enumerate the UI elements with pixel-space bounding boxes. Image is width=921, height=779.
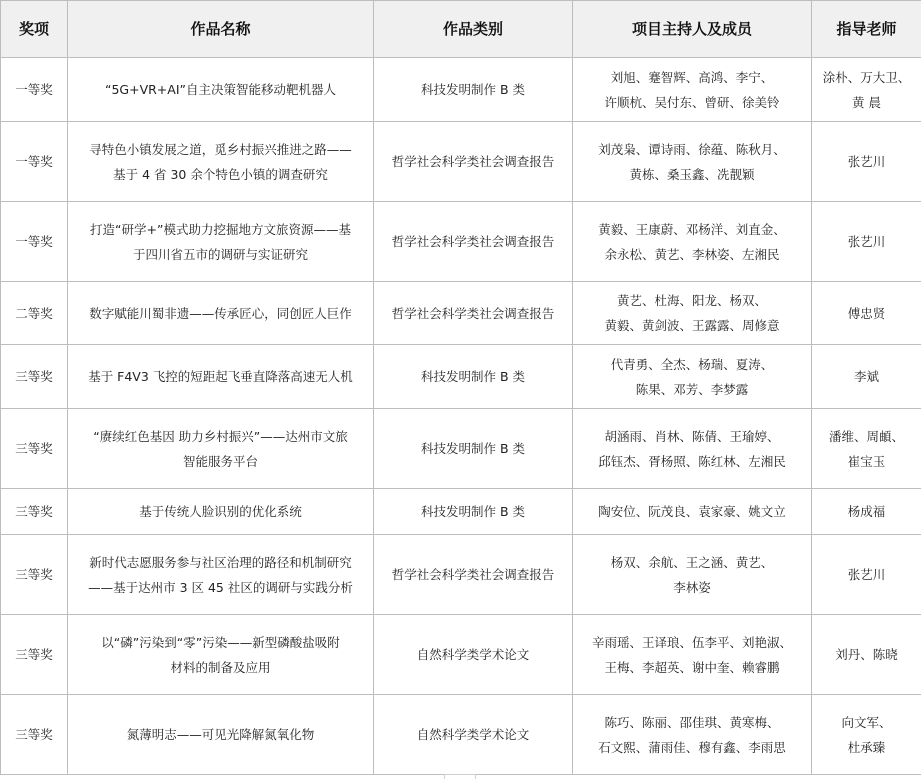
title-line: 于四川省五市的调研与实证研究: [132, 246, 308, 262]
title-cell: [68, 282, 374, 345]
members-cell: [573, 615, 812, 695]
advisor-cell: [812, 409, 921, 489]
advisor-cell: [812, 615, 921, 695]
category-cell: 哲学社会科学类社会调查报告: [374, 202, 573, 282]
title-line: “5G+VR+AI”自主决策智能移动靶机器人: [104, 82, 336, 97]
members-line: 黄艺、杜海、阳龙、杨双、: [616, 293, 767, 308]
advisor-line: 傅忠贤: [847, 305, 886, 321]
members-cell: [573, 202, 812, 282]
award-cell: 三等奖: [1, 615, 68, 695]
members-cell: [573, 282, 812, 345]
members-line: 余永松、黄艺、李林姿、左湘民: [604, 246, 780, 262]
title-cell: [68, 202, 374, 282]
members-cell: [573, 409, 812, 489]
header-members: 项目主持人及成员: [573, 1, 812, 58]
members-line: 刘旭、蹇智辉、高鸿、李宁、: [610, 69, 774, 85]
members-cell: [573, 535, 812, 615]
title-line: 智能服务平台: [182, 453, 258, 469]
category-cell: 科技发明制作 B 类: [374, 489, 573, 535]
advisor-line: 潘维、周頔、: [828, 428, 904, 444]
advisor-line: 杨成福: [847, 504, 886, 519]
members-line: 杨双、余航、王之涵、黄艺、: [610, 554, 774, 570]
advisor-line: 刘丹、陈晓: [835, 647, 898, 662]
members-line: 王梅、李超英、谢中奎、赖睿鹏: [604, 659, 780, 675]
page-marker: [444, 774, 476, 779]
members-line: 许顺杭、吴付东、曾研、徐美铃: [604, 94, 780, 110]
members-cell: [573, 345, 812, 409]
members-line: 李林姿: [673, 579, 711, 595]
advisor-line: 黄 晨: [852, 94, 881, 110]
members-line: 石文熙、蒲雨佳、穆有鑫、李雨思: [598, 739, 786, 755]
advisor-line: 向文军、: [841, 714, 892, 730]
title-line: 基于 4 省 30 余个特色小镇的调查研究: [113, 166, 328, 182]
title-cell: [68, 535, 374, 615]
title-line: 以“磷”污染到“零”污染——新型磷酸盐吸附: [101, 634, 340, 650]
members-cell: [573, 489, 812, 535]
award-cell: 三等奖: [1, 695, 68, 775]
header-advisor: 指导老师: [812, 1, 921, 58]
members-cell: [573, 695, 812, 775]
advisor-cell: [812, 489, 921, 535]
title-line: 打造“研学+”模式助力挖掘地方文旅资源——基: [90, 221, 351, 237]
award-cell: 一等奖: [1, 202, 68, 282]
title-line: 基于传统人脸识别的优化系统: [139, 504, 302, 519]
title-line: ——基于达州市 3 区 45 社区的调研与实践分析: [88, 579, 353, 595]
award-cell: 三等奖: [1, 345, 68, 409]
title-line: 新时代志愿服务参与社区治理的路径和机制研究: [89, 554, 352, 570]
advisor-cell: [812, 282, 921, 345]
title-cell: [68, 58, 374, 122]
header-row: [1, 1, 921, 58]
table-row: [1, 58, 921, 122]
title-cell: [68, 489, 374, 535]
award-cell: 三等奖: [1, 409, 68, 489]
category-cell: 哲学社会科学类社会调查报告: [374, 282, 573, 345]
award-cell: 一等奖: [1, 58, 68, 122]
title-cell: [68, 345, 374, 409]
title-line: “赓续红色基因 助力乡村振兴”——达州市文旅: [93, 428, 348, 444]
header-title: 作品名称: [68, 1, 374, 58]
members-line: 陈巧、陈丽、邵佳琪、黄寒梅、: [604, 714, 780, 730]
award-cell: 三等奖: [1, 535, 68, 615]
table-row: [1, 409, 921, 489]
category-cell: 哲学社会科学类社会调查报告: [374, 535, 573, 615]
title-cell: [68, 615, 374, 695]
members-line: 黄毅、黄剑波、王露露、周修意: [604, 318, 780, 333]
members-line: 邱钰杰、胥杨照、陈红林、左湘民: [598, 453, 786, 469]
advisor-cell: [812, 345, 921, 409]
title-cell: [68, 409, 374, 489]
table-row: [1, 122, 921, 202]
members-cell: [573, 122, 812, 202]
award-cell: 一等奖: [1, 122, 68, 202]
title-line: 寻特色小镇发展之道，觅乡村振兴推进之路——: [89, 141, 352, 157]
members-line: 代青勇、全杰、杨瑞、夏涛、: [610, 356, 774, 372]
title-line: 氮薄明志——可见光降解氮氧化物: [126, 727, 315, 742]
category-cell: 自然科学类学术论文: [374, 695, 573, 775]
members-line: 陶安位、阮茂良、袁家豪、姚文立: [598, 504, 786, 519]
category-cell: 科技发明制作 B 类: [374, 58, 573, 122]
table-row: [1, 202, 921, 282]
members-line: 辛雨瑶、王译琅、伍李平、刘艳淑、: [591, 634, 792, 650]
advisor-cell: [812, 535, 921, 615]
advisor-line: 崔宝玉: [847, 453, 886, 469]
title-line: 材料的制备及应用: [170, 659, 271, 675]
table-row: [1, 489, 921, 535]
category-cell: 哲学社会科学类社会调查报告: [374, 122, 573, 202]
members-line: 陈果、邓芳、李梦露: [635, 381, 749, 397]
category-cell: 科技发明制作 B 类: [374, 345, 573, 409]
members-line: 黄栋、桑玉鑫、冼靓颖: [629, 166, 755, 182]
advisor-line: 李斌: [853, 369, 879, 384]
table-row: [1, 695, 921, 775]
award-cell: 三等奖: [1, 489, 68, 535]
members-line: 刘茂枭、谭诗雨、徐蕴、陈秋月、: [598, 141, 786, 157]
advisor-cell: [812, 695, 921, 775]
table-row: [1, 615, 921, 695]
award-cell: 二等奖: [1, 282, 68, 345]
title-line: 基于 F4V3 飞控的短距起飞垂直降落高速无人机: [88, 369, 353, 384]
advisor-line: 张艺川: [847, 154, 886, 169]
advisor-cell: [812, 58, 921, 122]
advisor-line: 涂朴、万大卫、: [822, 69, 911, 85]
members-cell: [573, 58, 812, 122]
category-cell: 科技发明制作 B 类: [374, 409, 573, 489]
table-row: [1, 282, 921, 345]
advisor-cell: [812, 202, 921, 282]
members-line: 胡涵雨、肖林、陈倩、王瑜婷、: [604, 428, 780, 444]
header-category: 作品类别: [374, 1, 573, 58]
title-cell: [68, 695, 374, 775]
advisor-line: 张艺川: [847, 234, 886, 249]
advisor-line: 张艺川: [847, 567, 886, 582]
category-cell: 自然科学类学术论文: [374, 615, 573, 695]
advisor-line: 杜承臻: [847, 739, 886, 755]
table-row: [1, 535, 921, 615]
header-award: 奖项: [1, 1, 68, 58]
advisor-cell: [812, 122, 921, 202]
title-cell: [68, 122, 374, 202]
table-row: [1, 345, 921, 409]
title-line: 数字赋能川蜀非遗——传承匠心，同创匠人巨作: [89, 305, 352, 321]
members-line: 黄毅、王康蔚、邓杨洋、刘直金、: [598, 221, 786, 237]
